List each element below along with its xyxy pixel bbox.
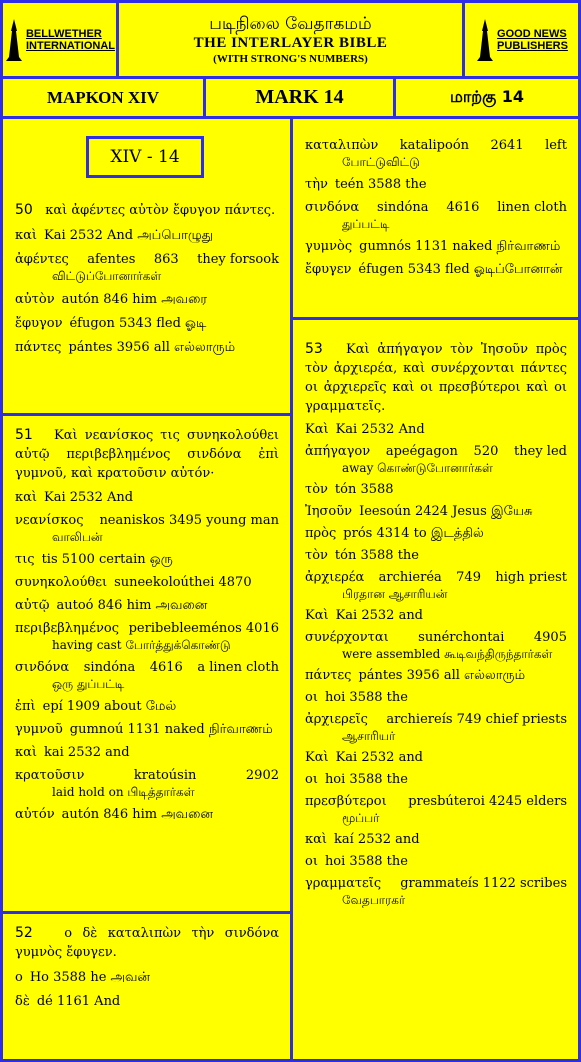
verse-53-header [305, 340, 567, 416]
gloss-part: left [545, 138, 567, 153]
greek-word: περιβεβλημένος [15, 621, 120, 636]
greek-word: τὴν [305, 177, 328, 192]
verse-text: Καὶ ἀπήγαγον τὸν Ἰησοῦν πρὸς τὸν ἀρχιερέα, καὶ συνέρχονται πάντες οι ἀρχιερεῖς καὶ οι πρεσβύτεροι καὶ οι γραμματεῖς. [305, 342, 567, 414]
gloss: Ho 3588 he அவன் [29, 970, 151, 985]
greek-word: πάντες [15, 340, 62, 355]
gloss-part: 4616 [446, 200, 480, 215]
word-entry [305, 481, 567, 498]
word-entry [305, 629, 567, 662]
gloss: Kai 2532 And [335, 422, 425, 437]
gloss: Ieesoún 2424 Jesus இயேசு [359, 504, 533, 519]
word-entry [305, 749, 567, 766]
nav-greek-label: ΜΑΡΚΟΝ XIV [46, 87, 160, 107]
title-tamil: படிநிலை வேதாகமம் [209, 13, 372, 34]
gloss: dé 1161 And [36, 994, 121, 1009]
word-entry [305, 667, 567, 684]
greek-word: ἔφυγον [15, 316, 63, 331]
bellwether-logo [3, 3, 116, 76]
subtitle: (WITH STRONG'S NUMBERS) [213, 52, 368, 65]
good-news-logo [465, 3, 578, 76]
verse-52-header [15, 924, 279, 962]
word-entry [15, 512, 279, 545]
nav-english-label: MARK 14 [255, 86, 344, 108]
greek-word: οι [305, 854, 318, 869]
greek-word: καταλιπὼν [305, 138, 379, 153]
greek-word: Καὶ [305, 422, 329, 437]
gloss: prós 4314 to இடத்தில் [343, 526, 484, 541]
word-entry [305, 689, 567, 706]
gloss: archiereís 749 chief priests [386, 712, 567, 727]
gloss-part: 749 [456, 570, 481, 585]
word-entry [15, 227, 279, 244]
word-entry [305, 238, 567, 255]
word-entry [15, 291, 279, 308]
greek-word: αὐτῷ [15, 598, 50, 613]
verse-number: 53 [305, 341, 323, 357]
greek-word: Ἰησοῦν [305, 504, 353, 519]
word-entry [15, 574, 279, 591]
greek-word: τις [15, 552, 35, 567]
gloss-part: linen cloth [497, 200, 567, 215]
greek-word: σινδόνα [305, 200, 360, 215]
word-entry [305, 421, 567, 438]
gloss-part: 4616 [149, 660, 183, 675]
nav-tamil [396, 79, 578, 116]
greek-word: γυμνοῦ [15, 722, 63, 737]
greek-word: οι [305, 690, 318, 705]
gloss-continued: போட்டுவிட்டு [342, 155, 420, 169]
gloss-continued: laid hold on பிடித்தார்கள் [52, 785, 195, 799]
gloss: Kai 2532 and [335, 608, 424, 623]
word-entry [15, 744, 279, 761]
gloss: autón 846 him அவரை [61, 292, 208, 307]
greek-word: κρατοῦσιν [15, 768, 85, 783]
gloss-part: sindóna [83, 660, 136, 675]
verse-50-panel [3, 119, 290, 413]
chapter-box: XIV - 14 [86, 136, 204, 178]
greek-word: συνηκολούθει [15, 575, 108, 590]
gloss-continued: having cast போர்த்துக்கொண்டு [52, 638, 231, 652]
gloss: hoi 3588 the [324, 690, 408, 705]
gloss: presbúteroi 4245 elders [408, 794, 567, 809]
word-entry [15, 767, 279, 800]
gloss: pántes 3956 all எல்லாரும் [358, 668, 526, 683]
verse-51-entries [15, 489, 279, 823]
word-entry [305, 569, 567, 602]
greek-word: ἐπὶ [15, 699, 36, 714]
gloss-continued: துப்பட்டி [342, 217, 390, 231]
gloss-part: apeégagon [385, 444, 458, 459]
word-entry [305, 547, 567, 564]
gloss: peribebleeménos 4016 [128, 621, 279, 636]
gloss: éfugon 5343 fled ஓடி [69, 316, 207, 331]
gloss: pántes 3956 all எல்லாரும் [68, 340, 236, 355]
greek-word: τὸν [305, 482, 328, 497]
word-entry [15, 698, 279, 715]
gloss-part: katalipoón [399, 138, 470, 153]
title-block [119, 3, 462, 76]
greek-word: συνέρχονται [305, 630, 389, 645]
logo-right-line2: PUBLISHERS [497, 39, 568, 52]
gloss: tis 5100 certain ஒரு [41, 552, 173, 567]
greek-word: γυμνὸς [305, 239, 353, 254]
word-entry [305, 137, 567, 170]
word-entry [15, 659, 279, 692]
gloss: gumnós 1131 naked நிர்வாணம் [359, 239, 561, 254]
greek-word: ἀρχιερεῖς [305, 712, 368, 727]
verse-number: 50 [15, 202, 33, 218]
greek-word: πρεσβύτεροι [305, 794, 387, 809]
verse-text: καὶ ἀφέντες αὐτὸν ἔφυγον πάντες. [45, 203, 276, 218]
greek-word: δὲ [15, 994, 30, 1009]
word-entry [15, 551, 279, 568]
greek-word: Καὶ [305, 608, 329, 623]
word-entry [305, 261, 567, 278]
word-entry [305, 831, 567, 848]
gloss: teén 3588 the [334, 177, 427, 192]
verse-50-entries [15, 227, 279, 356]
gloss: Kai 2532 And அப்பொழுது [44, 228, 214, 243]
gloss: kaí 2532 and [334, 832, 420, 847]
word-entry [15, 489, 279, 506]
word-entry [305, 853, 567, 870]
greek-word: καὶ [15, 745, 38, 760]
verse-53-entries [305, 421, 567, 908]
gloss-continued: பிரதான ஆசாரியன் [342, 587, 448, 601]
gloss-part: 4905 [533, 630, 567, 645]
title-english: THE INTERLAYER BIBLE [193, 34, 388, 51]
greek-word: Καὶ [305, 750, 329, 765]
word-entry [305, 176, 567, 193]
gloss: suneekoloúthei 4870 [114, 575, 252, 590]
word-entry [305, 875, 567, 908]
tower-icon [475, 17, 495, 63]
word-entry [15, 721, 279, 738]
word-entry [15, 993, 279, 1010]
gloss-part: sindóna [377, 200, 429, 215]
gloss-continued: விட்டுப்போனார்கள் [52, 269, 162, 283]
gloss: tón 3588 [334, 482, 394, 497]
word-entry [305, 771, 567, 788]
greek-word: αὐτὸν [15, 292, 55, 307]
gloss: éfugen 5343 fled ஓடிப்போனான் [358, 262, 563, 277]
word-entry [15, 339, 279, 356]
gloss: autón 846 him அவனை [61, 807, 214, 822]
gloss-part: archieréa [378, 570, 442, 585]
gloss-part: they forsook [197, 252, 279, 267]
word-entry [305, 711, 567, 744]
logo-left-line2: INTERNATIONAL [25, 39, 115, 52]
word-entry [305, 607, 567, 624]
greek-word: ἀπήγαγον [305, 444, 371, 459]
gloss: hoi 3588 the [324, 854, 408, 869]
gloss-continued: ஆசாரியர் [342, 729, 396, 743]
gloss-part: kratoúsin [133, 768, 197, 783]
gloss-part: a linen cloth [197, 660, 279, 675]
word-entry [305, 503, 567, 520]
verse-53-panel [293, 320, 578, 1059]
verse-number: 52 [15, 925, 33, 941]
gloss: autoó 846 him அவனை [56, 598, 208, 613]
gloss: tón 3588 the [334, 548, 419, 563]
greek-word: τὸν [305, 548, 328, 563]
verse-51-panel [3, 416, 290, 911]
greek-word: ἀφέντες [15, 252, 69, 267]
word-entry [305, 525, 567, 542]
gloss: Kai 2532 and [335, 750, 424, 765]
nav-english [206, 79, 393, 116]
gloss: Kai 2532 And [44, 490, 134, 505]
word-entry [305, 793, 567, 826]
gloss-continued: வேதபாரகர் [342, 893, 406, 907]
greek-word: πρὸς [305, 526, 337, 541]
gloss: epí 1909 about மேல் [42, 699, 177, 714]
word-entry [15, 251, 279, 284]
gloss-continued: மூப்பர் [342, 811, 380, 825]
greek-word: καὶ [15, 228, 38, 243]
greek-word: καὶ [305, 832, 328, 847]
logo-left-line1: BELLWETHER [25, 27, 102, 40]
nav-tamil-label: மாற்கு 14 [449, 87, 525, 106]
greek-word: γραμματεῖς [305, 876, 382, 891]
verse-text: ο δὲ καταλιπὼν τὴν σινδόνα γυμνὸς ἔφυγεν. [15, 926, 279, 960]
verse-51-header [15, 426, 279, 483]
greek-word: σινδόνα [15, 660, 70, 675]
greek-word: ἀρχιερέα [305, 570, 365, 585]
gloss-continued: away கொண்டுபோனார்கள் [342, 461, 493, 475]
word-entry [15, 315, 279, 332]
gloss: hoi 3588 the [324, 772, 408, 787]
gloss-part: high priest [495, 570, 567, 585]
word-entry [15, 969, 279, 986]
word-entry [15, 620, 279, 653]
gloss-continued: were assembled கூடிவந்திருந்தார்கள் [342, 647, 553, 661]
gloss-part: 2641 [490, 138, 524, 153]
gloss: neaniskos 3495 young man [99, 513, 279, 528]
word-entry [15, 806, 279, 823]
verse-52-panel [3, 914, 290, 1059]
gloss-continued: ஒரு துப்பட்டி [52, 677, 125, 691]
gloss-part: 520 [473, 444, 499, 459]
verse-text: Καὶ νεανίσκος τις συνηκολούθει αὐτῷ περιβεβλημένος σινδόνα ἐπὶ γυμνοῦ, καὶ κρατοῦσιν αὐτόν· [15, 428, 279, 481]
gloss-part: afentes [87, 252, 136, 267]
verse-number: 51 [15, 427, 33, 443]
greek-word: ο [15, 970, 23, 985]
gloss: kai 2532 and [44, 745, 130, 760]
verse-50-header [15, 201, 279, 220]
greek-word: ἔφυγεν [305, 262, 352, 277]
gloss-part: they led [514, 444, 567, 459]
gloss-continued: வாலிபன் [52, 530, 103, 544]
gloss-part: sunérchontai [418, 630, 505, 645]
greek-word: αὐτόν [15, 807, 55, 822]
gloss-part: 863 [153, 252, 179, 267]
gloss-part: 2902 [245, 768, 279, 783]
word-entry [305, 443, 567, 476]
greek-word: καὶ [15, 490, 38, 505]
word-entry [15, 597, 279, 614]
logo-right-line1: GOOD NEWS [497, 27, 567, 40]
gloss: grammateís 1122 scribes [400, 876, 567, 891]
verse-52-continued-panel [293, 119, 578, 317]
verse-52-entries-b [305, 137, 567, 278]
nav-greek [3, 79, 203, 116]
gloss: gumnoú 1131 naked நிர்வாணம் [69, 722, 273, 737]
greek-word: πάντες [305, 668, 352, 683]
greek-word: νεανίσκος [15, 513, 84, 528]
verse-52-entries-a [15, 969, 279, 1010]
greek-word: οι [305, 772, 318, 787]
tower-icon [4, 17, 24, 63]
word-entry [305, 199, 567, 232]
